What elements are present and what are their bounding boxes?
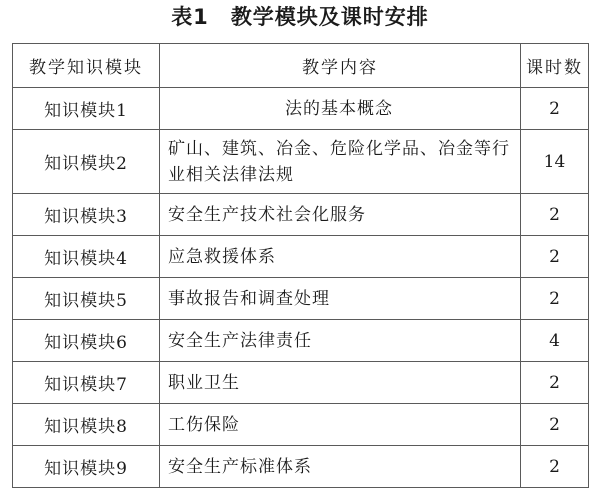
table-caption xyxy=(0,2,600,32)
content-cell: 安全生产法律责任 xyxy=(160,320,521,362)
module-cell: 知识模块4 xyxy=(13,236,160,278)
hours-cell: 2 xyxy=(521,446,589,488)
module-cell: 知识模块9 xyxy=(13,446,160,488)
module-cell: 知识模块8 xyxy=(13,404,160,446)
table-row xyxy=(13,236,589,278)
module-cell: 知识模块5 xyxy=(13,278,160,320)
header-hours: 课时数 xyxy=(521,44,589,88)
content-cell: 应急救援体系 xyxy=(160,236,521,278)
content-cell: 事故报告和调查处理 xyxy=(160,278,521,320)
header-content: 教学内容 xyxy=(160,44,521,88)
content-cell: 职业卫生 xyxy=(160,362,521,404)
table-row xyxy=(13,320,589,362)
content-cell: 安全生产技术社会化服务 xyxy=(160,194,521,236)
module-cell: 知识模块1 xyxy=(13,88,160,130)
table-row xyxy=(13,194,589,236)
module-cell: 知识模块6 xyxy=(13,320,160,362)
content-cell: 工伤保险 xyxy=(160,404,521,446)
hours-cell: 2 xyxy=(521,362,589,404)
header-module: 教学知识模块 xyxy=(13,44,160,88)
table-row xyxy=(13,446,589,488)
table-row xyxy=(13,362,589,404)
hours-cell: 14 xyxy=(521,130,589,194)
table-row xyxy=(13,404,589,446)
module-cell: 知识模块3 xyxy=(13,194,160,236)
content-cell: 安全生产标准体系 xyxy=(160,446,521,488)
table-number: 表1 xyxy=(171,5,209,29)
table-row xyxy=(13,278,589,320)
table-row xyxy=(13,130,589,194)
hours-cell: 2 xyxy=(521,278,589,320)
hours-cell: 2 xyxy=(521,236,589,278)
content-cell: 矿山、建筑、冶金、危险化学品、冶金等行业相关法律法规 xyxy=(160,130,521,194)
hours-cell: 2 xyxy=(521,88,589,130)
hours-cell: 2 xyxy=(521,194,589,236)
schedule-table xyxy=(12,43,589,488)
table-row xyxy=(13,88,589,130)
hours-cell: 2 xyxy=(521,404,589,446)
table-header-row xyxy=(13,44,589,88)
module-cell: 知识模块7 xyxy=(13,362,160,404)
table-title: 教学模块及课时安排 xyxy=(230,5,429,29)
content-cell: 法的基本概念 xyxy=(160,88,521,130)
hours-cell: 4 xyxy=(521,320,589,362)
module-cell: 知识模块2 xyxy=(13,130,160,194)
